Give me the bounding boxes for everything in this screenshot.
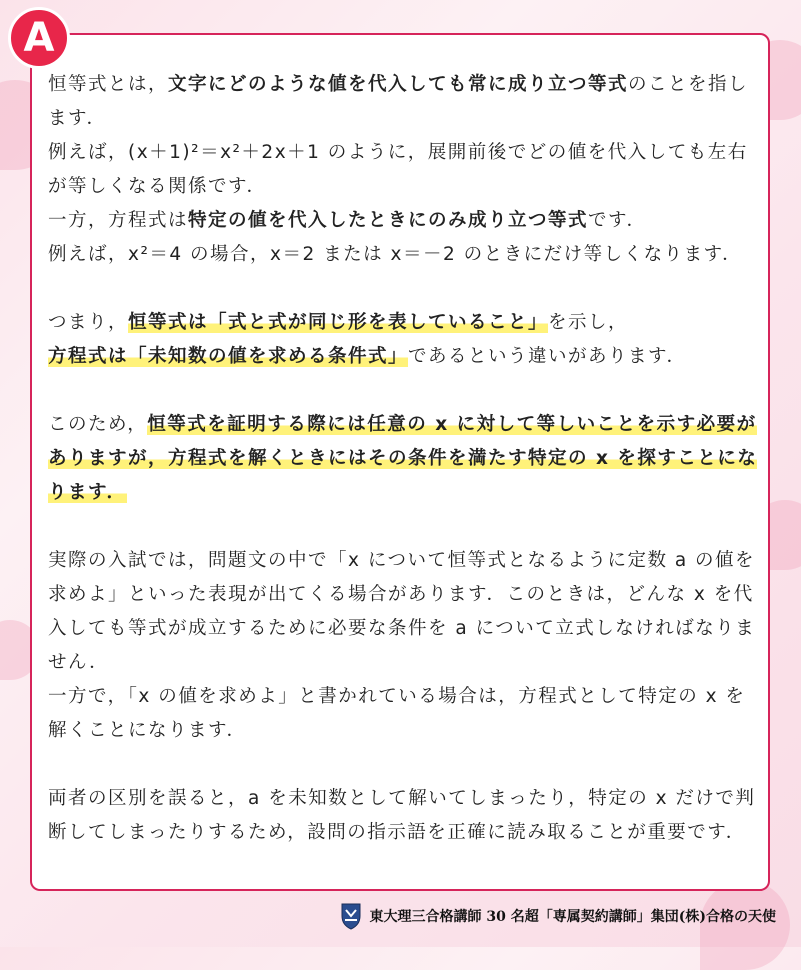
bold-text: 特定の値を代入したときにのみ成り立つ等式 <box>188 210 589 231</box>
text-segment: 例えば，x²＝4 の場合，x＝2 または x＝－2 のときにだけ等しくなります． <box>48 244 743 265</box>
paragraph-gap <box>48 748 760 782</box>
paragraph <box>48 680 760 748</box>
text-segment: です． <box>588 210 647 231</box>
paragraph-gap <box>48 510 760 544</box>
paragraph <box>48 306 760 340</box>
text-segment: を示し， <box>548 312 629 333</box>
text-segment: 例えば，(x＋1)²＝x²＋2x＋1 のように，展開前後でどの値を代入しても左右が等しくなる関係です． <box>48 142 748 197</box>
text-segment: のことを指します． <box>48 74 749 129</box>
paragraph <box>48 340 760 374</box>
text-segment: 両者の区別を誤ると，a を未知数として解いてしまったり，特定の x だけで判断してしまったりするため，設問の指示語を正確に読み取ることが重要です． <box>48 788 756 843</box>
text-segment: 一方で，「x の値を求めよ」と書かれている場合は，方程式として特定の x を解くことになります． <box>48 686 746 741</box>
footer-text: 東大理三合格講師 30 名超「専属契約講師」集団(株)合格の天使 <box>369 909 776 925</box>
paragraph <box>48 782 760 850</box>
answer-text <box>48 68 760 850</box>
paragraph <box>48 204 760 238</box>
text-segment: つまり， <box>48 312 129 333</box>
paragraph <box>48 68 760 136</box>
paragraph <box>48 408 760 510</box>
text-segment: であるという違いがあります． <box>408 346 687 367</box>
text-segment: 一方，方程式は <box>48 210 189 231</box>
highlighted-text: 恒等式を証明する際には任意の x に対して等しいことを示す必要がありますが，方程式を解くときにはその条件を満たす特定の x を探すことになります． <box>48 414 758 503</box>
footer <box>340 902 776 930</box>
bold-text: 文字にどのような値を代入しても常に成り立つ等式 <box>168 74 629 95</box>
text-segment: 恒等式とは， <box>48 74 169 95</box>
university-crest-icon <box>340 902 362 930</box>
answer-badge: A <box>8 7 70 69</box>
paragraph <box>48 238 760 272</box>
paragraph <box>48 544 760 680</box>
paragraph-gap <box>48 374 760 408</box>
text-segment: 実際の入試では，問題文の中で「x について恒等式となるように定数 a の値を求めよ」といった表現が出てくる場合があります．このときは，どんな x を代入しても等式が成立するために必要な条件を a について立式しなければなりません． <box>48 550 756 673</box>
paragraph <box>48 136 760 204</box>
paragraph-gap <box>48 272 760 306</box>
text-segment: このため， <box>48 414 148 435</box>
highlighted-text: 方程式は「未知数の値を求める条件式」 <box>48 346 409 367</box>
highlighted-text: 恒等式は「式と式が同じ形を表していること」 <box>128 312 549 333</box>
